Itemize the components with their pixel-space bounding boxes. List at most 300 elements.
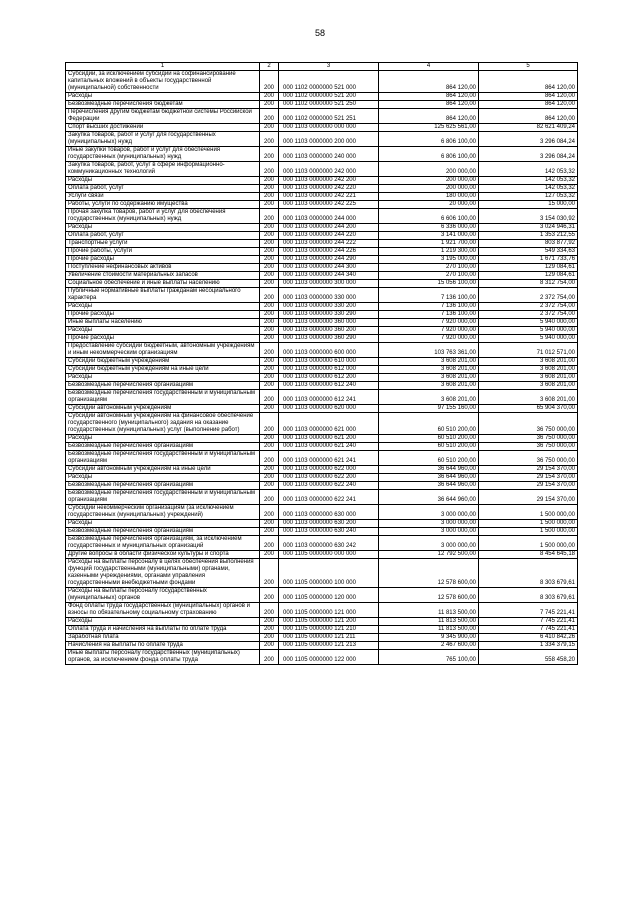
row-code-cell: 200 (260, 303, 279, 311)
row-code-cell: 200 (260, 650, 279, 665)
table-row (66, 443, 578, 451)
row-name-cell: Услуги связи (66, 193, 260, 201)
table-row (66, 551, 578, 559)
row-fact-cell: 8 312 754,00 (479, 280, 578, 288)
row-plan-cell: 7 136 100,00 (379, 303, 479, 311)
table-body (66, 71, 578, 665)
row-name-cell: Иные выплаты персоналу государственных (муниципальных) органов, за исключением фонда оплаты труда (66, 650, 260, 665)
row-code-cell: 200 (260, 209, 279, 224)
row-fact-cell: 7 745 221,41 (479, 626, 578, 634)
row-name-cell: Оплата труда и начисления на выплаты по оплате труда (66, 626, 260, 634)
row-fact-cell: 1 500 000,00 (479, 505, 578, 520)
table-row (66, 124, 578, 132)
row-code-cell: 200 (260, 93, 279, 101)
table-row (66, 93, 578, 101)
row-fact-cell: 15 000,00 (479, 201, 578, 209)
row-name-cell: Расходы (66, 303, 260, 311)
row-code-cell: 200 (260, 618, 279, 626)
row-name-cell: Иные закупки товаров, работ и услуг для обеспечения государственных (муниципальных) нужд (66, 147, 260, 162)
row-plan-cell: 864 120,00 (379, 101, 479, 109)
row-code-cell: 200 (260, 358, 279, 366)
table-row (66, 256, 578, 264)
row-name-cell: Субсидии бюджетным учреждениям (66, 358, 260, 366)
row-plan-cell: 36 644 960,00 (379, 482, 479, 490)
row-classifier-cell: 000 1103 0000000 630 242 (279, 536, 379, 551)
table-row (66, 505, 578, 520)
table-row (66, 435, 578, 443)
row-classifier-cell: 000 1105 0000000 121 211 (279, 634, 379, 642)
row-name-cell: Безвозмездные перечисления бюджетам (66, 101, 260, 109)
row-code-cell: 200 (260, 232, 279, 240)
row-plan-cell: 864 120,00 (379, 71, 479, 93)
row-fact-cell: 127 053,32 (479, 193, 578, 201)
row-code-cell: 200 (260, 413, 279, 435)
row-name-cell: Иные выплаты населению (66, 319, 260, 327)
row-fact-cell: 5 940 000,00 (479, 319, 578, 327)
row-code-cell: 200 (260, 588, 279, 603)
row-code-cell: 200 (260, 132, 279, 147)
row-classifier-cell: 000 1103 0000000 630 240 (279, 528, 379, 536)
table-row (66, 209, 578, 224)
row-classifier-cell: 000 1103 0000000 622 200 (279, 474, 379, 482)
row-fact-cell: 8 303 679,61 (479, 559, 578, 588)
row-classifier-cell: 000 1103 0000000 244 200 (279, 224, 379, 232)
table-row (66, 303, 578, 311)
row-fact-cell: 1 334 379,15 (479, 642, 578, 650)
table-row (66, 634, 578, 642)
row-code-cell: 200 (260, 327, 279, 335)
row-fact-cell: 5 940 000,00 (479, 327, 578, 335)
header-cell-4: 4 (379, 63, 479, 71)
row-name-cell: Безвозмездные перечисления организациям (66, 382, 260, 390)
row-name-cell: Расходы (66, 93, 260, 101)
row-code-cell: 200 (260, 374, 279, 382)
row-name-cell: Субсидии бюджетным учреждениям на иные цели (66, 366, 260, 374)
row-plan-cell: 3 608 201,00 (379, 390, 479, 405)
row-plan-cell: 20 000,00 (379, 201, 479, 209)
row-code-cell: 200 (260, 272, 279, 280)
row-code-cell: 200 (260, 435, 279, 443)
row-classifier-cell: 000 1102 0000000 521 250 (279, 101, 379, 109)
table-row (66, 451, 578, 466)
row-code-cell: 200 (260, 505, 279, 520)
row-code-cell: 200 (260, 451, 279, 466)
row-fact-cell: 7 745 221,41 (479, 618, 578, 626)
table-row (66, 240, 578, 248)
row-name-cell: Расходы на выплаты персоналу государственных (муниципальных) органов (66, 588, 260, 603)
row-code-cell: 200 (260, 343, 279, 358)
row-name-cell: Расходы (66, 520, 260, 528)
table-row (66, 588, 578, 603)
row-code-cell: 200 (260, 603, 279, 618)
row-name-cell: Субсидии, за исключением субсидий на софинансирование капитальных вложений в объекты государственной (муниципальной) собственности (66, 71, 260, 93)
table-row (66, 147, 578, 162)
row-classifier-cell: 000 1103 0000000 360 200 (279, 327, 379, 335)
row-plan-cell: 6 806 100,00 (379, 132, 479, 147)
row-code-cell: 200 (260, 319, 279, 327)
row-fact-cell: 2 372 754,00 (479, 311, 578, 319)
row-code-cell: 200 (260, 405, 279, 413)
row-code-cell: 200 (260, 528, 279, 536)
table-row (66, 382, 578, 390)
row-fact-cell: 82 621 409,24 (479, 124, 578, 132)
table-row (66, 335, 578, 343)
row-classifier-cell: 000 1102 0000000 521 200 (279, 93, 379, 101)
row-name-cell: Расходы (66, 618, 260, 626)
row-classifier-cell: 000 1103 0000000 621 000 (279, 413, 379, 435)
row-code-cell: 200 (260, 280, 279, 288)
row-fact-cell: 558 458,20 (479, 650, 578, 665)
row-code-cell: 200 (260, 201, 279, 209)
row-name-cell: Прочие расходы (66, 256, 260, 264)
row-name-cell: Безвозмездные перечисления организациям (66, 443, 260, 451)
row-classifier-cell: 000 1103 0000000 244 000 (279, 209, 379, 224)
row-classifier-cell: 000 1103 0000000 612 200 (279, 374, 379, 382)
row-fact-cell: 3 608 201,00 (479, 390, 578, 405)
row-fact-cell: 1 353 212,55 (479, 232, 578, 240)
row-classifier-cell: 000 1102 0000000 521 000 (279, 71, 379, 93)
row-name-cell: Транспортные услуги (66, 240, 260, 248)
row-fact-cell: 3 608 201,00 (479, 374, 578, 382)
table-row (66, 366, 578, 374)
row-code-cell: 200 (260, 642, 279, 650)
row-code-cell: 200 (260, 311, 279, 319)
table-row (66, 264, 578, 272)
row-code-cell: 200 (260, 224, 279, 232)
row-fact-cell: 864 120,00 (479, 93, 578, 101)
table-row (66, 272, 578, 280)
row-code-cell: 200 (260, 626, 279, 634)
row-classifier-cell: 000 1103 0000000 612 000 (279, 366, 379, 374)
row-code-cell: 200 (260, 264, 279, 272)
row-classifier-cell: 000 1105 0000000 120 000 (279, 588, 379, 603)
table-row (66, 559, 578, 588)
row-name-cell: Социальное обеспечение и иные выплаты населению (66, 280, 260, 288)
row-name-cell: Прочая закупка товаров, работ и услуг для обеспечения государственных (муниципальных) нужд (66, 209, 260, 224)
row-code-cell: 200 (260, 240, 279, 248)
row-name-cell: Увеличение стоимости материальных запасов (66, 272, 260, 280)
row-name-cell: Расходы (66, 177, 260, 185)
table-row (66, 520, 578, 528)
row-name-cell: Расходы (66, 474, 260, 482)
table-row (66, 466, 578, 474)
row-classifier-cell: 000 1103 0000000 244 290 (279, 256, 379, 264)
row-classifier-cell: 000 1103 0000000 612 240 (279, 382, 379, 390)
row-fact-cell: 29 154 370,00 (479, 490, 578, 505)
row-name-cell: Расходы (66, 327, 260, 335)
row-plan-cell: 15 056 100,00 (379, 280, 479, 288)
row-fact-cell: 1 500 000,00 (479, 536, 578, 551)
table-row (66, 109, 578, 124)
row-plan-cell: 60 510 200,00 (379, 413, 479, 435)
table-row (66, 490, 578, 505)
table-row (66, 343, 578, 358)
table-row (66, 280, 578, 288)
row-classifier-cell: 000 1102 0000000 521 251 (279, 109, 379, 124)
row-classifier-cell: 000 1103 0000000 244 300 (279, 264, 379, 272)
row-fact-cell: 8 303 679,61 (479, 588, 578, 603)
header-cell-1: 1 (66, 63, 260, 71)
row-plan-cell: 270 100,00 (379, 264, 479, 272)
table-row (66, 358, 578, 366)
row-name-cell: Оплата работ, услуг (66, 185, 260, 193)
row-plan-cell: 60 510 200,00 (379, 443, 479, 451)
table-row (66, 482, 578, 490)
row-classifier-cell: 000 1105 0000000 121 210 (279, 626, 379, 634)
table-row (66, 528, 578, 536)
row-plan-cell: 7 920 000,00 (379, 319, 479, 327)
row-classifier-cell: 000 1103 0000000 612 241 (279, 390, 379, 405)
row-classifier-cell: 000 1103 0000000 244 220 (279, 232, 379, 240)
row-name-cell: Заработная плата (66, 634, 260, 642)
row-name-cell: Перечисления другим бюджетам бюджетной системы Российской Федерации (66, 109, 260, 124)
row-plan-cell: 97 155 160,00 (379, 405, 479, 413)
row-name-cell: Прочие работы, услуги (66, 248, 260, 256)
row-fact-cell: 142 053,32 (479, 162, 578, 177)
row-plan-cell: 1 219 300,00 (379, 248, 479, 256)
table-row (66, 650, 578, 665)
row-name-cell: Безвозмездные перечисления государственным и муниципальным организациям (66, 451, 260, 466)
row-plan-cell: 200 000,00 (379, 185, 479, 193)
row-classifier-cell: 000 1105 0000000 100 000 (279, 559, 379, 588)
table-row (66, 474, 578, 482)
row-fact-cell: 3 154 030,92 (479, 209, 578, 224)
row-fact-cell: 129 084,61 (479, 264, 578, 272)
row-name-cell: Субсидии некоммерческим организациям (за исключением государственных (муниципальных) учреждений) (66, 505, 260, 520)
row-fact-cell: 142 053,32 (479, 177, 578, 185)
table-row (66, 288, 578, 303)
row-fact-cell: 36 750 000,00 (479, 443, 578, 451)
table-row (66, 232, 578, 240)
row-plan-cell: 7 920 000,00 (379, 335, 479, 343)
row-name-cell: Расходы на выплаты персоналу в целях обеспечения выполнения функций государственными (муниципальными) органами, казенными учреждениями, органами управления государственными внебюджетными фондами (66, 559, 260, 588)
row-plan-cell: 765 100,00 (379, 650, 479, 665)
row-fact-cell: 36 750 000,00 (479, 451, 578, 466)
row-name-cell: Безвозмездные перечисления организациям (66, 528, 260, 536)
row-fact-cell: 803 877,92 (479, 240, 578, 248)
row-fact-cell: 29 154 370,00 (479, 482, 578, 490)
row-classifier-cell: 000 1103 0000000 000 000 (279, 124, 379, 132)
table-header-row (66, 63, 578, 71)
table-row (66, 101, 578, 109)
row-classifier-cell: 000 1105 0000000 121 000 (279, 603, 379, 618)
row-classifier-cell: 000 1103 0000000 622 241 (279, 490, 379, 505)
row-plan-cell: 200 000,00 (379, 177, 479, 185)
row-name-cell: Субсидии автономным учреждениям на финансовое обеспечение государственного (муниципального) задания на оказание государственных (муниципальных) услуг (выполнение работ) (66, 413, 260, 435)
row-name-cell: Публичные нормативные выплаты гражданам несоциального характера (66, 288, 260, 303)
row-code-cell: 200 (260, 559, 279, 588)
row-classifier-cell: 000 1103 0000000 242 200 (279, 177, 379, 185)
row-classifier-cell: 000 1103 0000000 610 000 (279, 358, 379, 366)
table-row (66, 248, 578, 256)
row-classifier-cell: 000 1103 0000000 621 200 (279, 435, 379, 443)
row-code-cell: 200 (260, 634, 279, 642)
row-fact-cell: 3 024 946,31 (479, 224, 578, 232)
row-name-cell: Предоставление субсидий бюджетным, автономным учреждениям и иным некоммерческим организациям (66, 343, 260, 358)
row-fact-cell: 1 500 000,00 (479, 520, 578, 528)
row-plan-cell: 6 336 000,00 (379, 224, 479, 232)
row-fact-cell: 2 372 754,00 (479, 288, 578, 303)
row-plan-cell: 3 608 201,00 (379, 382, 479, 390)
row-code-cell: 200 (260, 335, 279, 343)
row-plan-cell: 12 578 600,00 (379, 559, 479, 588)
table-row (66, 201, 578, 209)
table-row (66, 193, 578, 201)
row-classifier-cell: 000 1103 0000000 330 290 (279, 311, 379, 319)
row-plan-cell: 3 000 000,00 (379, 536, 479, 551)
row-plan-cell: 3 608 201,00 (379, 358, 479, 366)
row-name-cell: Безвозмездные перечисления организациям, за исключением государственных и муниципальных организаций (66, 536, 260, 551)
row-plan-cell: 7 920 000,00 (379, 327, 479, 335)
row-fact-cell: 6 410 842,26 (479, 634, 578, 642)
table-row (66, 185, 578, 193)
row-name-cell: Безвозмездные перечисления организациям (66, 482, 260, 490)
row-plan-cell: 3 000 000,00 (379, 520, 479, 528)
row-plan-cell: 6 806 100,00 (379, 147, 479, 162)
row-fact-cell: 864 120,00 (479, 71, 578, 93)
table-row (66, 374, 578, 382)
row-classifier-cell: 000 1103 0000000 242 220 (279, 185, 379, 193)
row-plan-cell: 3 608 201,00 (379, 366, 479, 374)
table-row (66, 390, 578, 405)
row-classifier-cell: 000 1103 0000000 622 000 (279, 466, 379, 474)
row-code-cell: 200 (260, 147, 279, 162)
row-plan-cell: 2 467 600,00 (379, 642, 479, 650)
row-plan-cell: 125 625 561,00 (379, 124, 479, 132)
row-classifier-cell: 000 1103 0000000 360 290 (279, 335, 379, 343)
row-plan-cell: 11 813 500,00 (379, 603, 479, 618)
row-fact-cell: 71 012 571,00 (479, 343, 578, 358)
table-row (66, 71, 578, 93)
row-classifier-cell: 000 1103 0000000 600 000 (279, 343, 379, 358)
row-plan-cell: 864 120,00 (379, 93, 479, 101)
row-classifier-cell: 000 1103 0000000 330 200 (279, 303, 379, 311)
row-classifier-cell: 000 1103 0000000 244 222 (279, 240, 379, 248)
row-classifier-cell: 000 1103 0000000 622 240 (279, 482, 379, 490)
row-code-cell: 200 (260, 177, 279, 185)
budget-execution-table (65, 62, 578, 665)
row-classifier-cell: 000 1103 0000000 360 000 (279, 319, 379, 327)
row-fact-cell: 3 608 201,00 (479, 366, 578, 374)
row-plan-cell: 36 644 960,00 (379, 490, 479, 505)
row-classifier-cell: 000 1103 0000000 621 240 (279, 443, 379, 451)
row-code-cell: 200 (260, 162, 279, 177)
row-name-cell: Расходы (66, 374, 260, 382)
row-classifier-cell: 000 1103 0000000 242 225 (279, 201, 379, 209)
row-code-cell: 200 (260, 382, 279, 390)
row-fact-cell: 1 500 000,00 (479, 528, 578, 536)
row-plan-cell: 60 510 200,00 (379, 451, 479, 466)
row-fact-cell: 36 750 000,00 (479, 413, 578, 435)
table-row (66, 311, 578, 319)
row-name-cell: Поступление нефинансовых активов (66, 264, 260, 272)
row-fact-cell: 142 053,32 (479, 185, 578, 193)
row-code-cell: 200 (260, 390, 279, 405)
row-fact-cell: 7 745 221,41 (479, 603, 578, 618)
table-row (66, 327, 578, 335)
row-code-cell: 200 (260, 193, 279, 201)
row-name-cell: Расходы (66, 224, 260, 232)
page-number: 58 (314, 28, 325, 38)
row-plan-cell: 3 195 000,00 (379, 256, 479, 264)
table-row (66, 603, 578, 618)
row-code-cell: 200 (260, 520, 279, 528)
row-code-cell: 200 (260, 101, 279, 109)
row-classifier-cell: 000 1103 0000000 244 340 (279, 272, 379, 280)
row-classifier-cell: 000 1105 0000000 121 213 (279, 642, 379, 650)
row-classifier-cell: 000 1103 0000000 630 200 (279, 520, 379, 528)
row-classifier-cell: 000 1103 0000000 330 000 (279, 288, 379, 303)
row-fact-cell: 36 750 000,00 (479, 435, 578, 443)
row-classifier-cell: 000 1103 0000000 300 000 (279, 280, 379, 288)
row-plan-cell: 864 120,00 (379, 109, 479, 124)
row-code-cell: 200 (260, 248, 279, 256)
row-classifier-cell: 000 1105 0000000 121 200 (279, 618, 379, 626)
table-row (66, 626, 578, 634)
row-name-cell: Оплата работ, услуг (66, 232, 260, 240)
row-name-cell: Фонд оплаты труда государственных (муниципальных) органов и взносы по обязательному социальному страхованию (66, 603, 260, 618)
row-plan-cell: 36 644 960,00 (379, 466, 479, 474)
row-plan-cell: 270 100,00 (379, 272, 479, 280)
row-plan-cell: 1 921 700,00 (379, 240, 479, 248)
header-cell-5: 5 (479, 63, 578, 71)
row-code-cell: 200 (260, 124, 279, 132)
row-name-cell: Расходы (66, 435, 260, 443)
header-cell-2: 2 (260, 63, 279, 71)
table-row (66, 536, 578, 551)
row-code-cell: 200 (260, 109, 279, 124)
row-plan-cell: 12 792 500,00 (379, 551, 479, 559)
row-name-cell: Безвозмездные перечисления государственным и муниципальным организациям (66, 490, 260, 505)
row-name-cell: Начисления на выплаты по оплате труда (66, 642, 260, 650)
row-fact-cell: 549 334,63 (479, 248, 578, 256)
row-code-cell: 200 (260, 466, 279, 474)
table-row (66, 224, 578, 232)
row-name-cell: Безвозмездные перечисления государственным и муниципальным организациям (66, 390, 260, 405)
row-plan-cell: 11 813 500,00 (379, 626, 479, 634)
row-plan-cell: 7 136 100,00 (379, 288, 479, 303)
row-plan-cell: 11 813 500,00 (379, 618, 479, 626)
table-row (66, 162, 578, 177)
row-code-cell: 200 (260, 474, 279, 482)
row-fact-cell: 864 120,00 (479, 109, 578, 124)
row-plan-cell: 3 608 201,00 (379, 374, 479, 382)
row-plan-cell: 3 000 000,00 (379, 505, 479, 520)
row-plan-cell: 103 763 361,00 (379, 343, 479, 358)
row-classifier-cell: 000 1103 0000000 240 000 (279, 147, 379, 162)
row-code-cell: 200 (260, 490, 279, 505)
row-plan-cell: 3 141 000,00 (379, 232, 479, 240)
row-classifier-cell: 000 1103 0000000 621 241 (279, 451, 379, 466)
row-name-cell: Прочие расходы (66, 335, 260, 343)
table-row (66, 177, 578, 185)
table-row (66, 618, 578, 626)
row-fact-cell: 129 084,61 (479, 272, 578, 280)
row-fact-cell: 29 154 370,00 (479, 474, 578, 482)
row-fact-cell: 29 154 370,00 (479, 466, 578, 474)
table-row (66, 319, 578, 327)
row-plan-cell: 7 136 100,00 (379, 311, 479, 319)
row-code-cell: 200 (260, 536, 279, 551)
row-name-cell: Субсидии автономным учреждениям на иные цели (66, 466, 260, 474)
row-code-cell: 200 (260, 288, 279, 303)
table-row (66, 413, 578, 435)
row-classifier-cell: 000 1103 0000000 242 000 (279, 162, 379, 177)
row-classifier-cell: 000 1103 0000000 242 221 (279, 193, 379, 201)
row-classifier-cell: 000 1105 0000000 000 000 (279, 551, 379, 559)
row-fact-cell: 3 296 084,24 (479, 132, 578, 147)
row-fact-cell: 3 608 201,00 (479, 382, 578, 390)
